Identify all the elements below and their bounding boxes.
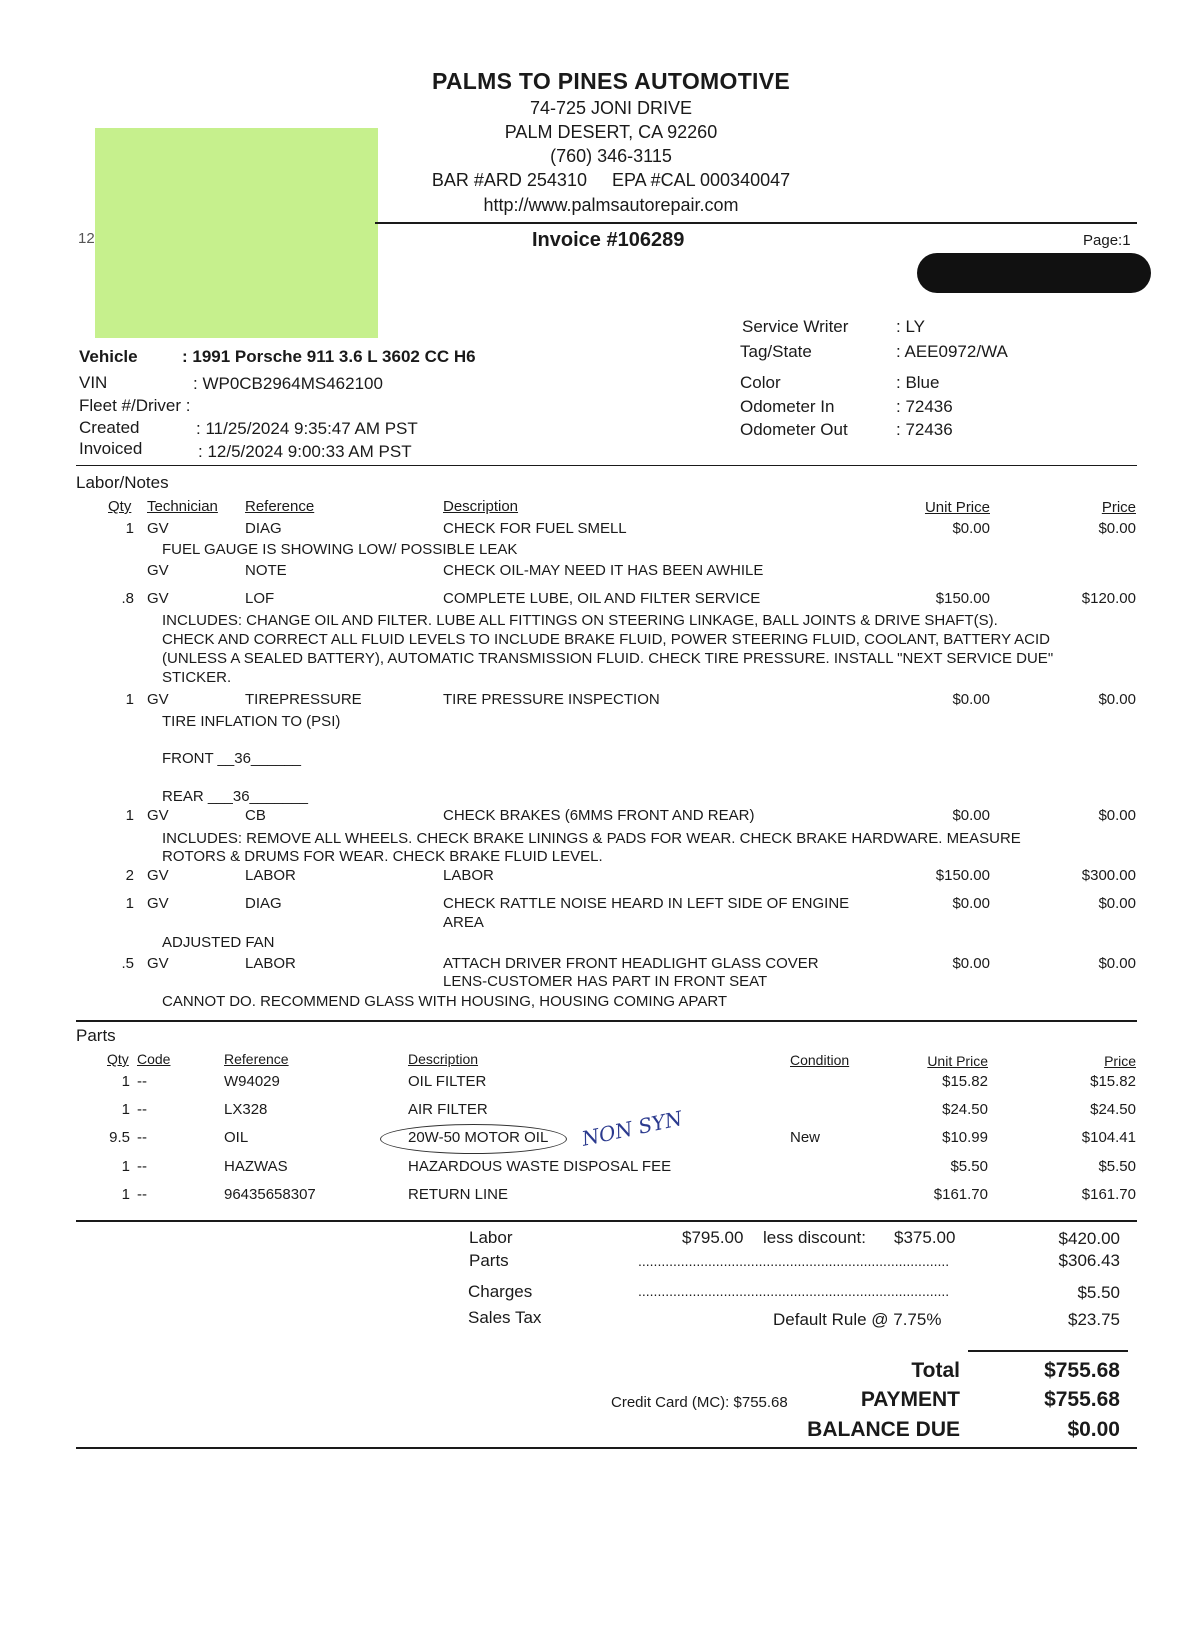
labor-technician: GV xyxy=(147,562,169,579)
service-writer-label: Service Writer xyxy=(742,317,849,336)
color-label: Color xyxy=(740,373,781,392)
color-value: : Blue xyxy=(896,373,940,392)
parts-dots: ................................................................................ xyxy=(638,1253,950,1269)
labor-reference: LOF xyxy=(245,590,275,607)
part-code: -- xyxy=(137,1186,147,1203)
labor-unit-price: $0.00 xyxy=(952,691,990,708)
part-reference: W94029 xyxy=(224,1073,280,1090)
parts-header-code: Code xyxy=(137,1051,171,1067)
tag-state-value: : AEE0972/WA xyxy=(896,342,1008,361)
part-qty: 1 xyxy=(121,1186,130,1203)
invoiced-label: Invoiced xyxy=(79,439,143,458)
part-reference: OIL xyxy=(224,1129,249,1146)
labor-price: $120.00 xyxy=(1081,590,1136,607)
page-number: Page:1 xyxy=(1083,232,1131,249)
labor-technician: GV xyxy=(147,691,169,708)
part-condition: New xyxy=(790,1129,821,1146)
labor-description-continued: AREA xyxy=(443,914,484,931)
labor-qty: .8 xyxy=(121,590,134,607)
part-code: -- xyxy=(137,1073,147,1090)
total-value: $755.68 xyxy=(1044,1359,1120,1382)
odometer-in-label: Odometer In xyxy=(740,397,835,416)
labor-technician: GV xyxy=(147,955,169,972)
labor-price: $0.00 xyxy=(1098,955,1136,972)
labor-reference: DIAG xyxy=(245,520,282,537)
shop-phone: (760) 346-3115 xyxy=(550,146,672,166)
labor-note: REAR ___36_______ xyxy=(162,788,308,805)
labor-qty: .5 xyxy=(121,955,134,972)
shop-name: PALMS TO PINES AUTOMOTIVE xyxy=(431,68,791,94)
labor-qty: 1 xyxy=(125,807,134,824)
total-label: Total xyxy=(911,1359,960,1382)
labor-header-reference: Reference xyxy=(245,498,315,515)
discount-label: less discount: xyxy=(763,1228,866,1247)
labor-rule xyxy=(76,1020,1137,1022)
labor-reference: TIREPRESSURE xyxy=(245,691,362,708)
part-code: -- xyxy=(137,1158,147,1175)
labor-price: $0.00 xyxy=(1098,807,1136,824)
part-reference: HAZWAS xyxy=(224,1158,288,1175)
vehicle-label: Vehicle xyxy=(79,347,138,366)
labor-reference: LABOR xyxy=(245,955,296,972)
parts-header-price: Price xyxy=(1104,1053,1136,1069)
labor-header-unit-price: Unit Price xyxy=(924,499,990,516)
labor-reference: NOTE xyxy=(245,562,287,579)
labor-section-title: Labor/Notes xyxy=(76,473,169,492)
labor-description: CHECK BRAKES (6MMS FRONT AND REAR) xyxy=(443,807,755,824)
labor-reference: LABOR xyxy=(245,867,296,884)
labor-description: CHECK OIL-MAY NEED IT HAS BEEN AWHILE xyxy=(443,562,764,579)
parts-header-qty: Qty xyxy=(107,1051,129,1067)
part-code: -- xyxy=(137,1129,147,1146)
labor-total-label: Labor xyxy=(469,1228,513,1247)
labor-note: INCLUDES: CHANGE OIL AND FILTER. LUBE ALL FITTINGS ON STEERING LINKAGE, BALL JOINTS & DRIVE SHAFT(S). xyxy=(162,612,998,629)
left-stub-text: 12 xyxy=(78,230,95,247)
odometer-out-label: Odometer Out xyxy=(740,420,848,439)
balance-due-value: $0.00 xyxy=(1067,1418,1120,1441)
sales-tax-label: Sales Tax xyxy=(468,1308,542,1327)
part-reference: LX328 xyxy=(224,1101,268,1118)
labor-price: $0.00 xyxy=(1098,895,1136,912)
labor-technician: GV xyxy=(147,895,169,912)
labor-unit-price: $0.00 xyxy=(952,520,990,537)
odometer-out-value: : 72436 xyxy=(896,420,953,439)
part-unit-price: $15.82 xyxy=(942,1073,988,1090)
part-description: OIL FILTER xyxy=(408,1073,487,1090)
tax-rule: Default Rule @ 7.75% xyxy=(773,1310,942,1329)
part-description: HAZARDOUS WASTE DISPOSAL FEE xyxy=(408,1158,672,1175)
part-qty: 1 xyxy=(121,1101,130,1118)
invoiced-value: : 12/5/2024 9:00:33 AM PST xyxy=(198,442,412,461)
part-description: 20W-50 MOTOR OIL xyxy=(408,1129,549,1146)
labor-price: $0.00 xyxy=(1098,691,1136,708)
parts-total-label: Parts xyxy=(469,1251,509,1270)
parts-header-unit-price: Unit Price xyxy=(927,1053,988,1069)
labor-description: TIRE PRESSURE INSPECTION xyxy=(443,691,660,708)
sales-tax-value: $23.75 xyxy=(1068,1310,1120,1329)
labor-note: (UNLESS A SEALED BATTERY), AUTOMATIC TRANSMISSION FLUID. CHECK TIRE PRESSURE. INSTALL "NEXT SERVICE DUE" xyxy=(162,650,1054,667)
vin-label: VIN xyxy=(79,373,108,392)
parts-header-description: Description xyxy=(408,1051,479,1067)
part-reference: 96435658307 xyxy=(224,1186,316,1203)
parts-section-title: Parts xyxy=(76,1026,116,1045)
created-value: : 11/25/2024 9:35:47 AM PST xyxy=(196,419,418,438)
labor-technician: GV xyxy=(147,520,169,537)
part-price: $104.41 xyxy=(1081,1129,1136,1146)
labor-note: FUEL GAUGE IS SHOWING LOW/ POSSIBLE LEAK xyxy=(162,541,518,558)
labor-unit-price: $0.00 xyxy=(952,955,990,972)
labor-note: CHECK AND CORRECT ALL FLUID LEVELS TO INCLUDE BRAKE FLUID, POWER STEERING FLUID, COOLANT, BATTERY ACID xyxy=(162,631,1050,648)
payment-value: $755.68 xyxy=(1044,1388,1120,1411)
shop-address-line1: 74-725 JONI DRIVE xyxy=(529,98,693,118)
handwritten-note: NON SYN xyxy=(579,1106,685,1151)
part-unit-price: $161.70 xyxy=(933,1186,988,1203)
labor-unit-price: $0.00 xyxy=(952,807,990,824)
labor-note: ROTORS & DRUMS FOR WEAR. CHECK BRAKE FLUID LEVEL. xyxy=(162,848,603,865)
discount-value: $375.00 xyxy=(894,1228,956,1247)
tag-state-label: Tag/State xyxy=(740,342,812,361)
labor-total-value: $420.00 xyxy=(1058,1229,1120,1248)
created-label: Created xyxy=(79,418,140,437)
labor-unit-price: $0.00 xyxy=(952,895,990,912)
vehicle-rule xyxy=(76,465,1137,466)
labor-qty: 2 xyxy=(125,867,134,884)
part-price: $24.50 xyxy=(1090,1101,1136,1118)
labor-description: COMPLETE LUBE, OIL AND FILTER SERVICE xyxy=(443,590,761,607)
vin-value: : WP0CB2964MS462100 xyxy=(193,374,383,393)
labor-gross: $795.00 xyxy=(682,1228,744,1247)
redaction-bar xyxy=(917,253,1151,293)
part-description: AIR FILTER xyxy=(408,1101,488,1118)
part-unit-price: $10.99 xyxy=(942,1129,988,1146)
part-description: RETURN LINE xyxy=(408,1186,509,1203)
shop-address-line2: PALM DESERT, CA 92260 xyxy=(504,122,718,142)
parts-rule xyxy=(76,1220,1137,1222)
part-unit-price: $24.50 xyxy=(942,1101,988,1118)
labor-note: TIRE INFLATION TO (PSI) xyxy=(162,713,341,730)
labor-description: CHECK RATTLE NOISE HEARD IN LEFT SIDE OF ENGINE xyxy=(443,895,850,912)
part-qty: 9.5 xyxy=(109,1129,130,1146)
header-rule xyxy=(375,222,1137,224)
labor-header-price: Price xyxy=(1101,499,1136,516)
parts-total-value: $306.43 xyxy=(1058,1251,1120,1270)
labor-note: FRONT __36______ xyxy=(162,750,301,767)
fleet-label: Fleet #/Driver : xyxy=(79,396,191,415)
labor-header-description: Description xyxy=(443,498,519,515)
labor-qty: 1 xyxy=(125,895,134,912)
parts-header-reference: Reference xyxy=(224,1051,289,1067)
invoice-title: Invoice #106289 xyxy=(532,229,685,251)
labor-note: CANNOT DO. RECOMMEND GLASS WITH HOUSING, HOUSING COMING APART xyxy=(162,993,728,1010)
part-price: $15.82 xyxy=(1090,1073,1136,1090)
labor-note: STICKER. xyxy=(162,669,232,686)
labor-price: $0.00 xyxy=(1098,520,1136,537)
part-qty: 1 xyxy=(121,1158,130,1175)
part-price: $5.50 xyxy=(1098,1158,1136,1175)
shop-licenses: BAR #ARD 254310 EPA #CAL 000340047 xyxy=(431,170,791,190)
labor-technician: GV xyxy=(147,807,169,824)
handwritten-circle xyxy=(380,1124,567,1154)
labor-description: ATTACH DRIVER FRONT HEADLIGHT GLASS COVER xyxy=(443,955,819,972)
balance-due-label: BALANCE DUE xyxy=(807,1418,960,1441)
labor-unit-price: $150.00 xyxy=(935,867,990,884)
part-code: -- xyxy=(137,1101,147,1118)
footer-rule xyxy=(76,1447,1137,1449)
labor-technician: GV xyxy=(147,867,169,884)
shop-website: http://www.palmsautorepair.com xyxy=(483,195,739,215)
payment-label: PAYMENT xyxy=(860,1388,960,1411)
labor-header-technician: Technician xyxy=(147,498,218,515)
vehicle-value: : 1991 Porsche 911 3.6 L 3602 CC H6 xyxy=(182,347,476,366)
part-qty: 1 xyxy=(121,1073,130,1090)
labor-qty: 1 xyxy=(125,691,134,708)
part-unit-price: $5.50 xyxy=(950,1158,988,1175)
payment-note: Credit Card (MC): $755.68 xyxy=(611,1394,788,1411)
labor-description: LABOR xyxy=(443,867,494,884)
labor-description: CHECK FOR FUEL SMELL xyxy=(443,520,627,537)
labor-note: ADJUSTED FAN xyxy=(162,934,275,951)
labor-unit-price: $150.00 xyxy=(935,590,990,607)
labor-note: INCLUDES: REMOVE ALL WHEELS. CHECK BRAKE LININGS & PADS FOR WEAR. CHECK BRAKE HARDWARE. MEASURE xyxy=(162,830,1021,847)
charges-total-value: $5.50 xyxy=(1077,1283,1120,1302)
charges-label: Charges xyxy=(468,1282,533,1301)
part-price: $161.70 xyxy=(1081,1186,1136,1203)
labor-reference: DIAG xyxy=(245,895,282,912)
labor-reference: CB xyxy=(245,807,266,824)
odometer-in-value: : 72436 xyxy=(896,397,953,416)
labor-technician: GV xyxy=(147,590,169,607)
total-rule xyxy=(968,1350,1128,1352)
parts-header-condition: Condition xyxy=(790,1052,850,1068)
labor-description-continued: LENS-CUSTOMER HAS PART IN FRONT SEAT xyxy=(443,973,768,990)
labor-qty: 1 xyxy=(125,520,134,537)
service-writer-value: : LY xyxy=(896,317,925,336)
labor-header-qty: Qty xyxy=(108,498,132,515)
labor-price: $300.00 xyxy=(1081,867,1136,884)
charges-dots: ................................................................................ xyxy=(638,1283,950,1299)
